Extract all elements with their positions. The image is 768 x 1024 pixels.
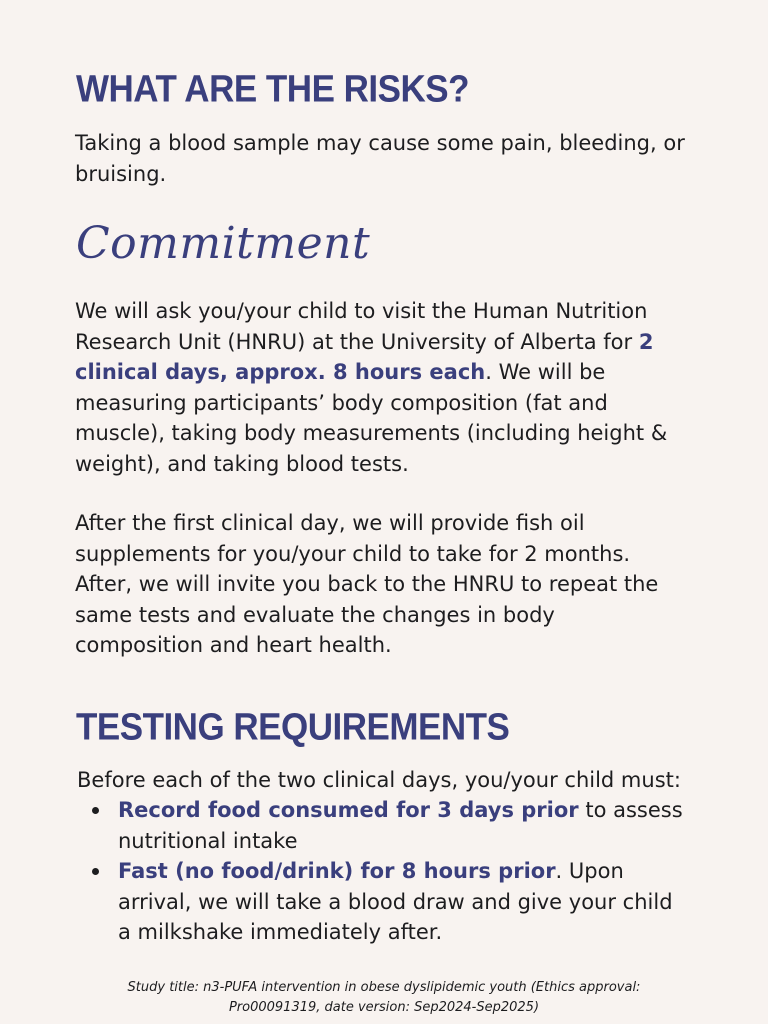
study-footer: Study title: n3-PUFA intervention in obese dyslipidemic youth (Ethics approval: Pro00091319, date version: Sep2024-Sep2025) <box>127 980 641 1015</box>
bullet-icon <box>92 807 99 814</box>
commitment-paragraph-2: After the first clinical day, we will provide fish oil supplements for you/your child to take for 2 months. After, we will invite you back to the HNRU to repeat the same tests and evaluate the changes in body composition and heart health. <box>75 511 659 657</box>
requirement-item-fasting <box>118 856 688 948</box>
risks-heading: WHAT ARE THE RISKS? <box>76 68 469 111</box>
requirement-bold: Record food consumed for 3 days prior <box>118 798 579 822</box>
testing-intro: Before each of the two clinical days, you/your child must: <box>77 768 681 792</box>
commitment-p1-start: We will ask you/your child to visit the Human Nutrition Research Unit (HNRU) at the University of Alberta for <box>75 299 648 354</box>
requirement-rest: to assess nutritional intake <box>118 798 683 853</box>
commitment-paragraph-1 <box>75 296 675 479</box>
commitment-p1-end: . We will be measuring participants’ body composition (fat and muscle), taking body measurements (including height & weight), and taking blood tests. <box>75 360 668 476</box>
clinical-days-highlight: 2 clinical days, approx. 8 hours each <box>75 329 654 384</box>
requirement-rest: . Upon arrival, we will take a blood draw and give your child a milkshake immediately after. <box>118 859 673 944</box>
requirement-item-food-record <box>118 795 688 856</box>
requirement-bold: Fast (no food/drink) for 8 hours prior <box>118 859 556 883</box>
risks-body: Taking a blood sample may cause some pain, bleeding, or bruising. <box>75 131 685 186</box>
commitment-heading: Commitment <box>76 218 371 269</box>
testing-heading: TESTING REQUIREMENTS <box>76 706 510 749</box>
bullet-icon <box>92 868 99 875</box>
requirements-list <box>118 795 688 948</box>
